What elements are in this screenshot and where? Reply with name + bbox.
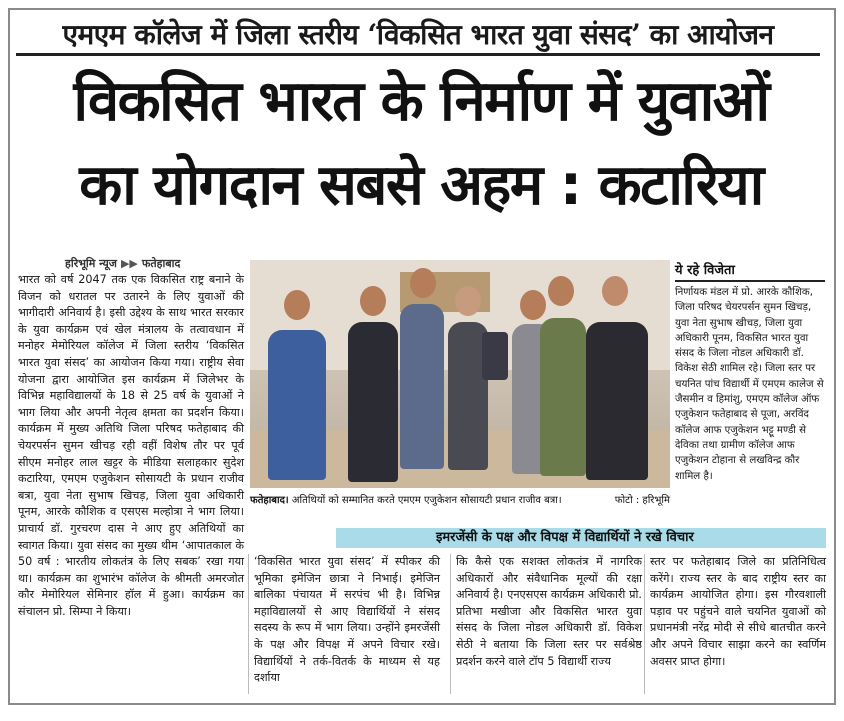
photo-person <box>540 318 586 476</box>
byline <box>65 256 180 271</box>
caption-place: फतेहाबाद। <box>250 495 289 506</box>
photo-credit: फोटो : हरिभूमि <box>614 495 670 506</box>
photo-person <box>586 322 648 480</box>
photo-person <box>400 304 444 469</box>
kicker-headline: एमएम कॉलेज में जिला स्तरीय ‘विकसित भारत युवा संसद’ का आयोजन <box>16 16 820 56</box>
column-divider <box>248 554 249 694</box>
byline-place: फतेहाबाद <box>141 257 181 270</box>
subheading-band: इमरजेंसी के पक्ष और विपक्ष में विद्यार्थियों ने रखे विचार <box>336 528 826 548</box>
photo-caption <box>250 492 670 506</box>
headline-line-2: का योगदान सबसे अहम : कटारिया <box>79 153 763 218</box>
photo-person-head <box>360 286 386 316</box>
byline-source: हरिभूमि न्यूज <box>65 257 117 270</box>
trophy-icon <box>482 332 508 380</box>
headline-line-1: विकसित भारत के निर्माण में युवाओं <box>73 69 769 134</box>
column-divider <box>450 554 451 694</box>
photo-person-head <box>548 276 574 306</box>
photo-person-head <box>284 290 310 320</box>
caption-text: अतिथियों को सम्मानित करते एमएम एजुकेशन सोसायटी प्रधान राजीव बत्रा। <box>291 495 562 506</box>
main-headline <box>16 60 826 228</box>
photo-person-head <box>410 268 436 298</box>
photo-person-head <box>520 290 546 320</box>
winners-body: निर्णायक मंडल में प्रो. आरके कौशिक, जिला परिषद चेयरपर्सन सुमन खिचड़, युवा नेता सुभाष खीचड़, जिला युवा अधिकारी पूनम, विकसित भारत युवा संसद के जिला नोडल अधिकारी डॉ. विकेश सेठी शामिल रहे। जिला स्तर पर चयनित पांच विद्यार्थी में एमएम कालेज से जैसमीन व हिमांशु, एमएम कॉलेज ऑफ एजुकेशन फतेहाबाद से पूजा, अरविंद कॉलेज आफ एजुकेशन भट्टू मण्डी से देविका तथा ग्रामीण कॉलेज आफ एजुकेशन टोहाना से लखविन्द्र कौर शामिल है। <box>675 287 824 482</box>
news-photo <box>250 260 670 488</box>
winners-sidebox <box>675 260 825 484</box>
column-divider <box>644 554 645 694</box>
article-column-3: कि कैसे एक सशक्त लोकतंत्र में नागरिक अधिकारों और संवैधानिक मूल्यों की रक्षा अनिवार्य है। एनएसएस कार्यक्रम अधिकारी प्रो. प्रतिभा मखीजा और विकसित भारत युवा संसद के जिला नोडल अधिकारी डॉ. विकेश सेठी ने बताया कि जिला स्तर पर सर्वश्रेष्ठ प्रदर्शन करने वाले टॉप 5 विद्यार्थी राज्य <box>456 555 642 668</box>
article-column-1: भारत को वर्ष 2047 तक एक विकसित राष्ट्र बनाने के विजन को धरातल पर उतारने के लिए युवाओं की भागीदारी अनिवार्य है। इसी उद्देश्य के साथ भारत सरकार के युवा कार्यक्रम एवं खेल मंत्रालय के तत्वावधान में मनोहर मेमोरियल कॉलेज में जिला स्तरीय ‘विकसित भारत युवा संसद’ का आयोजन किया गया। राष्ट्रीय सेवा योजना द्वारा आयोजित इस कार्यक्रम में जिलेभर के विभिन्न महाविद्यालयों के 18 से 25 वर्ष के युवाओं ने भाग लिया और अपनी नेतृत्व क्षमता का प्रदर्शन किया। कार्यक्रम में मुख्य अतिथि जिला परिषद फतेहाबाद की चेयरपर्सन सुमन खीचड़ रही वहीं विशेष तौर पर पूर्व सीएम मनोहर लाल खट्टर के मीडिया सलाहकार सुदेश कटारिया, एमएम एजुकेशन सोसायटी के प्रधान राजीव बत्रा, युवा नेता सुभाष खिचड़, जिला युवा अधिकारी पूनम, आरके कौशिक व एसएस मल्होत्रा ने भाग लिया। प्राचार्य डॉ. गुरचरण दास ने आए हुए अतिथियों का स्वागत किया। युवा संसद का मुख्य थीम ‘आपातकाल के 50 वर्ष : भारतीय लोकतंत्र के लिए सबक’ रखा गया था। कार्यक्रम का शुभारंभ कॉलेज के श्रीमती अमरजोत कौर मेमोरियल सेमिनार हॉल में हुआ। कार्यक्रम का संचालन प्रो. सिम्पा ने किया। <box>18 273 244 618</box>
photo-person <box>348 322 398 482</box>
winners-title: ये रहे विजेता <box>675 260 825 282</box>
photo-person-head <box>602 276 628 306</box>
photo-person-head <box>455 286 481 316</box>
chevron-right-icon: ▶▶ <box>120 257 138 270</box>
newspaper-clipping <box>8 8 836 705</box>
article-column-2: ‘विकसित भारत युवा संसद’ में स्पीकर की भूमिका इमेजिन छात्रा ने निभाई। इमेजिन बालिका पंचायत में सरपंच भी है। विभिन्न महाविद्यालयों से आए विद्यार्थियों ने संसद सदस्य के रूप में भाग लिया। उन्होंने इमरजेंसी के पक्ष और विपक्ष में अपने विचार रखे। विद्यार्थियों ने तर्क-वितर्क के माध्यम से यह दर्शाया <box>254 555 440 685</box>
article-column-4: स्तर पर फतेहाबाद जिले का प्रतिनिधित्व करेंगे। राज्य स्तर के बाद राष्ट्रीय स्तर का कार्यक्रम आयोजित होगा। इस गौरवशाली पड़ाव पर पहुंचने वाले चयनित युवाओं को प्रधानमंत्री नरेंद्र मोदी से सीधे बातचीत करने और अपने विचार साझा करने का स्वर्णिम अवसर प्राप्त होगा। <box>650 555 826 668</box>
photo-person <box>268 330 326 480</box>
